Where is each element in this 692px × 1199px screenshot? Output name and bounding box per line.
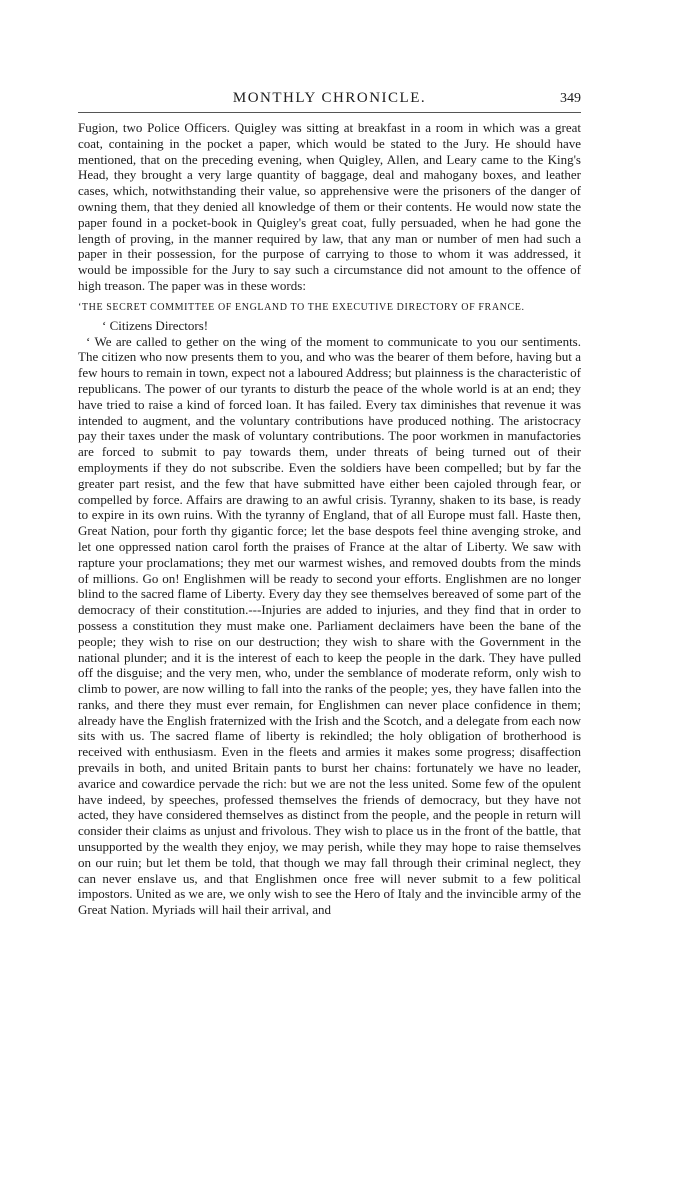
page-number: 349 (560, 91, 581, 106)
page (78, 88, 581, 918)
letter-heading: ‘THE SECRET COMMITTEE OF ENGLAND TO THE EXECUTIVE DIRECTORY OF FRANCE. (78, 301, 525, 313)
letter-body-paragraph: ‘ We are called to gether on the wing of the moment to communicate to you our sentiments. The citizen who now presents them to you, and who was the bearer of them before, having but a few hours to remain in town, expect not a laboured Address; but plainness is the characteristic of republicans. The power of our tyrants to disturb the peace of the whole world is at an end; they have tried to raise a kind of forced loan. It has failed. Every tax diminishes that revenue it was intended to augment, and the voluntary contributions have produced nothing. The aristocracy pay their taxes under the mask of voluntary contributions. The poor workmen in manufactories are forced to submit to pay towards them, under threats of being turned out of their employments if they do not subscribe. Even the soldiers have been compelled; but by far the greater part resist, and the few that have submitted have either been cajoled through fear, or compelled by force. Affairs are drawing to an awful crisis. Tyranny, shaken to its base, is ready to expire in its own ruins. With the tyranny of England, that of all Europe must fall. Haste then, Great Nation, pour forth thy gigantic force; let the base despots feel thine avenging stroke, and let one oppressed nation carol forth the praises of France at the altar of Liberty. We saw with rapture your proclamations; they met our warmest wishes, and removed doubts from the minds of millions. Go on! Englishmen will be ready to second your efforts. Englishmen are no longer blind to the sacred flame of Liberty. Every day they see themselves bereaved of some part of the democracy of their constitution.---Injuries are added to injuries, and they find that in order to possess a constitution they must make one. Parliament declaimers have been the bane of the people; they wish to rise on our destruction; they wish to share with the Government in the national plunder; and it is the interest of each to keep the people in the dark. They have pulled off the disguise; and the very men, who, under the semblance of moderate reform, only wish to climb to power, are now willing to fall into the ranks of the people; yes, they have fallen into the ranks, and there they must ever remain, for Englishmen can never place confidence in them; already have the English fraternized with the Irish and the Scotch, and a delegate from each now sits with us. The sacred flame of liberty is rekindled; the holy obligation of brotherhood is received with enthusiasm. Even in the fleets and armies it makes some progress; disaffection prevails in both, and united Britain pants to burst her chains: fortunately we have no leader, avarice and cowardice pervade the rich: but we are not the less united. Some few of the opulent have indeed, by speeches, professed themselves the friends of democracy, but they have not acted, they have considered themselves as distinct from the people, and the people in return will consider their claims as unjust and frivolous. They wish to place us in the front of the battle, that unsupported by the wealth they enjoy, we may perish, while they may hope to raise themselves on our ruin; but let them be told, that though we may fall through their criminal neglect, they can never enslave us, and that Englishmen once free will never submit to a few political impostors. United as we are, we only wish to see the Hero of Italy and the invincible army of the Great Nation. Myriads will hail their arrival, and (78, 333, 581, 918)
running-title: MONTHLY CHRONICLE. (232, 90, 427, 106)
letter-salutation: ‘ Citizens Directors! (102, 317, 209, 333)
narrative-paragraph: Fugion, two Police Officers. Quigley was sitting at breakfast in a room in which was a great coat, containing in the pocket a paper, which would be stated to the Jury. He should have mentioned, that on the preceding evening, when Quigley, Allen, and Leary came to the King's Head, they brought a very large quantity of baggage, deal and mahogany boxes, and leather cases, which, notwithstanding their value, so apprehensive were the prisoners of the danger of owning them, that they denied all knowledge of them or their contents. He would now state the paper found in a pocket-book in Quigley's great coat, fully persuaded, when he had gone the length of proving, in the manner required by law, that any man or number of men had such a paper in their possession, for the purpose of carrying to those to whom it was addressed, it would be impossible for the Jury to say such a circumstance did not amount to the offence of high treason. The paper was in these words: (78, 120, 581, 293)
page-header (78, 88, 581, 113)
